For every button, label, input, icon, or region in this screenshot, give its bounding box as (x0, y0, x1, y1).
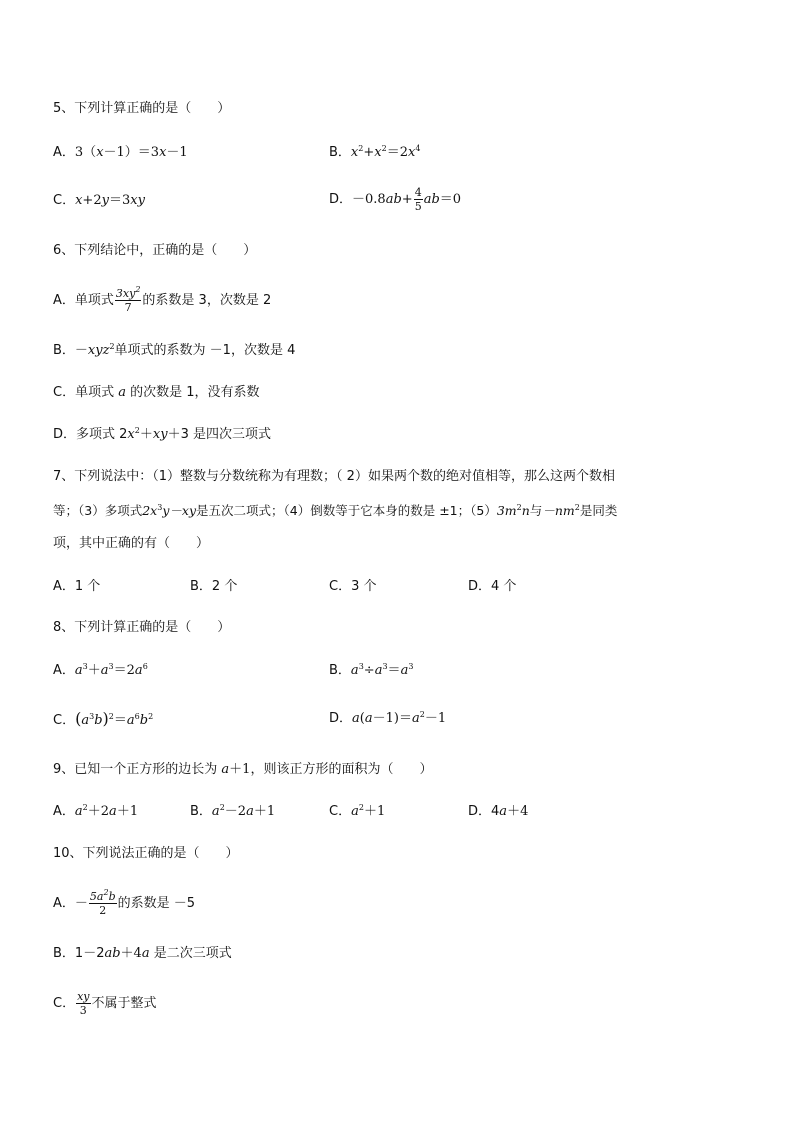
question-8-option-a[interactable]: A．$a^3+a^3=2a^6$ (53, 662, 148, 678)
question-9-option-d[interactable]: D．4a＋4 (468, 804, 529, 819)
question-6-option-d[interactable]: D．多项式 $2x^2+xy+3$ 是四次三项式 (53, 426, 271, 442)
question-8-stem: 8、下列计算正确的是（ ） (53, 620, 231, 635)
question-10-option-b[interactable]: B．1－2ab＋4a 是二次三项式 (53, 946, 232, 961)
question-10-stem: 10、下列说法正确的是（ ） (53, 846, 239, 861)
question-8-option-b[interactable]: B．$a^3\div a^3=a^3$ (329, 662, 414, 678)
question-5-stem: 5、下列计算正确的是（ ） (53, 101, 231, 116)
question-6-option-a[interactable]: A．单项式 $\frac{3xy^2}{7}$ 的系数是 3，次数是 2 (53, 285, 272, 314)
question-7-option-b[interactable]: B．2 个 (190, 579, 238, 594)
question-6-option-c[interactable]: C．单项式 a 的次数是 1，没有系数 (53, 385, 260, 400)
question-5-option-b[interactable]: B．$x^2+x^2=2x^4$ (329, 144, 421, 160)
fraction: $\frac{4}{5}$ (414, 186, 422, 213)
question-5-option-a[interactable]: A．3（x－1）＝3x－1 (53, 145, 188, 160)
question-7-option-c[interactable]: C．3 个 (329, 579, 377, 594)
fraction: $\frac{5a^2b}{2}$ (89, 888, 116, 917)
question-9-option-c[interactable]: C．$a^2+1$ (329, 803, 386, 819)
question-7-option-a[interactable]: A．1 个 (53, 579, 101, 594)
question-9-stem: 9、已知一个正方形的边长为 a＋1，则该正方形的面积为（ ） (53, 762, 433, 777)
question-10-option-c[interactable]: C． $\frac{xy}{3}$ 不属于整式 (53, 990, 157, 1017)
question-9-option-b[interactable]: B．$a^2-2a+1$ (190, 803, 276, 819)
question-5-option-d[interactable]: D．－0.8ab+ $\frac{4}{5}$ ab＝0 (329, 186, 462, 213)
question-7-line-3: 项，其中正确的有（ ） (53, 536, 210, 551)
question-7-line-1: 7、下列说法中：（1）整数与分数统称为有理数；（ 2）如果两个数的绝对值相等，那么这两个数相 (53, 469, 615, 484)
question-6-option-b[interactable]: B．－xyz$^2$单项式的系数为 －1，次数是 4 (53, 342, 296, 358)
question-5-option-c[interactable]: C．x+2y＝3xy (53, 193, 145, 208)
question-7-line-2: 等；（3）多项式$2x^3y-xy$是五次二项式；（4）倒数等于它本身的数是 ±1；$(5)3m^2n$与$-nm^2$是同类 (53, 503, 618, 518)
question-8-option-c[interactable]: C．$(a^3b)^2=a^6b^2$ (53, 709, 154, 728)
question-9-option-a[interactable]: A．$a^2+2a+1$ (53, 803, 139, 819)
fraction: $\frac{xy}{3}$ (77, 990, 90, 1017)
question-8-option-d[interactable]: D．$a(a-1)=a^2-1$ (329, 710, 447, 726)
question-10-option-a[interactable]: A．－ $\frac{5a^2b}{2}$ 的系数是 －5 (53, 888, 196, 917)
question-7-option-d[interactable]: D．4 个 (468, 579, 517, 594)
question-6-stem: 6、下列结论中，正确的是（ ） (53, 243, 257, 258)
fraction: $\frac{3xy^2}{7}$ (115, 285, 141, 314)
